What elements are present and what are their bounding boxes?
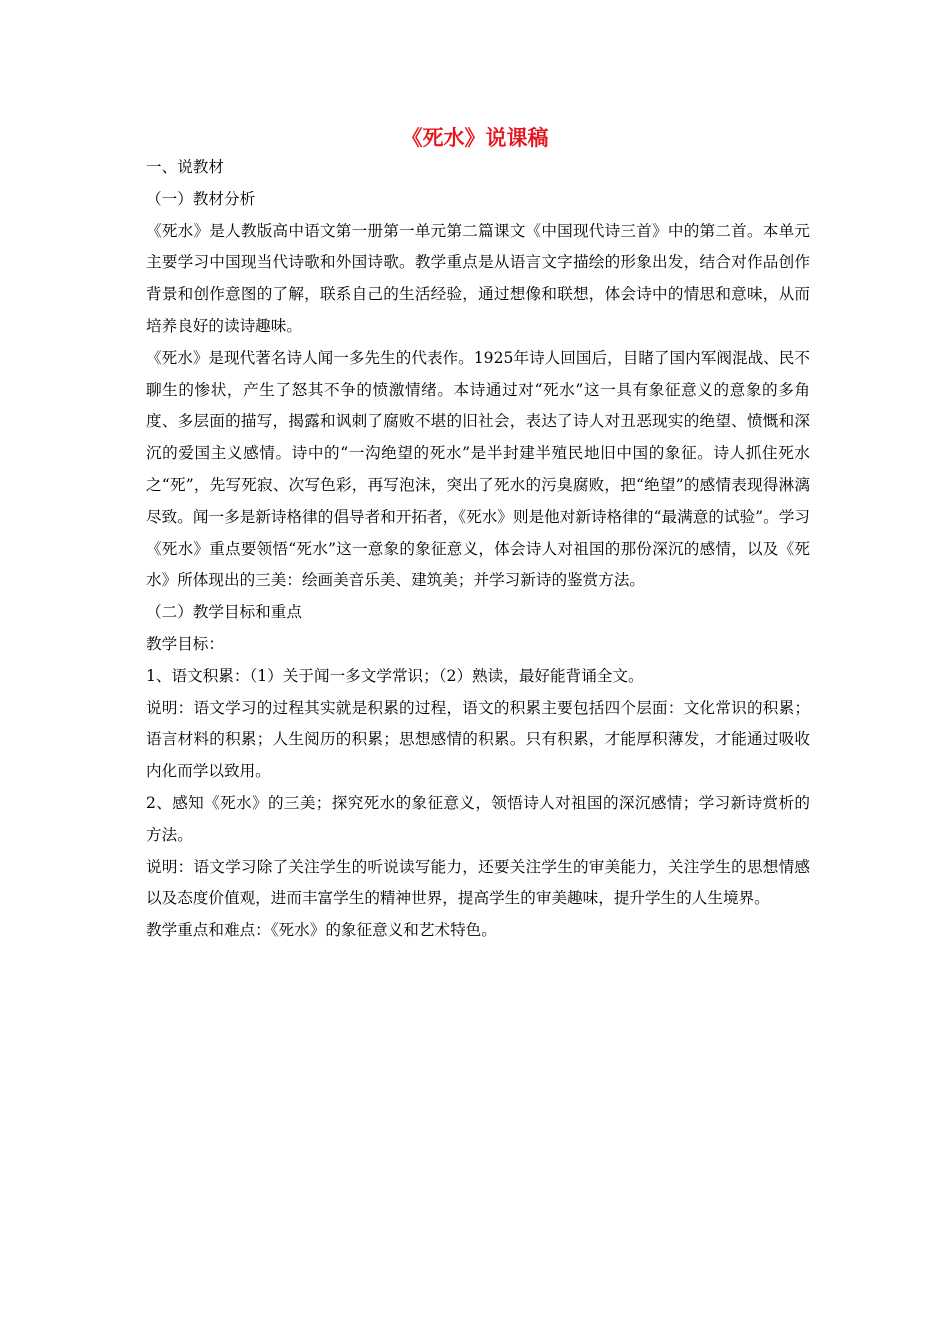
- paragraph-textbook-context: 《死水》是人教版高中语文第一册第一单元第二篇课文《中国现代诗三首》中的第二首。本单元主要学习中国现当代诗歌和外国诗歌。教学重点是从语言文字描绘的形象出发，结合对作品创作背景和创作意图的了解，联系自己的生活经验，通过想像和联想，体会诗中的情思和意味，从而培养良好的读诗趣味。: [146, 221, 810, 335]
- subsection-heading-goals: （二）教学目标和重点: [146, 603, 302, 622]
- subsection-heading-material-analysis: （一）教材分析: [146, 189, 256, 208]
- goals-label: 教学目标：: [146, 634, 224, 653]
- document-title: 《死水》说课稿: [401, 125, 549, 150]
- key-points: 教学重点和难点：《死水》的象征意义和艺术特色。: [146, 921, 497, 940]
- document-body: [146, 152, 810, 947]
- paragraph-poem-analysis: 《死水》是现代著名诗人闻一多先生的代表作。1925年诗人回国后，目睹了国内军阀混战、民不聊生的惨状，产生了怒其不争的愤激情绪。本诗通过对“死水”这一具有象征意义的意象的多角度、多层面的描写，揭露和讽刺了腐败不堪的旧社会，表达了诗人对丑恶现实的绝望、愤慨和深沉的爱国主义感情。诗中的“一沟绝望的死水”是半封建半殖民地旧中国的象征。诗人抓住死水之“死”，先写死寂、次写色彩，再写泡沫，突出了死水的污臭腐败，把“绝望”的感情表现得淋漓尽致。闻一多是新诗格律的倡导者和开拓者，《死水》则是他对新诗格律的“最满意的试验”。学习《死水》重点要领悟“死水”这一意象的象征意义，体会诗人对祖国的那份深沉的感情，以及《死水》所体现出的三美：绘画美音乐美、建筑美；并学习新诗的鉴赏方法。: [146, 348, 810, 590]
- goal-note-1: 说明：语文学习的过程其实就是积累的过程，语文的积累主要包括四个层面：文化常识的积累；语言材料的积累；人生阅历的积累；思想感情的积累。只有积累，才能厚积薄发，才能通过吸收内化而学以致用。: [146, 698, 810, 781]
- section-heading-teaching-material: 一、说教材: [146, 158, 224, 176]
- goal-note-2: 说明：语文学习除了关注学生的听说读写能力，还要关注学生的审美能力，关注学生的思想情感以及态度价值观，进而丰富学生的精神世界，提高学生的审美趣味，提升学生的人生境界。: [146, 857, 810, 908]
- goal-item-2: 2、感知《死水》的三美；探究死水的象征意义，领悟诗人对祖国的深沉感情；学习新诗赏析的方法。: [146, 793, 810, 844]
- goal-item-1: 1、语文积累：（1）关于闻一多文学常识；（2）熟读，最好能背诵全文。: [146, 666, 644, 685]
